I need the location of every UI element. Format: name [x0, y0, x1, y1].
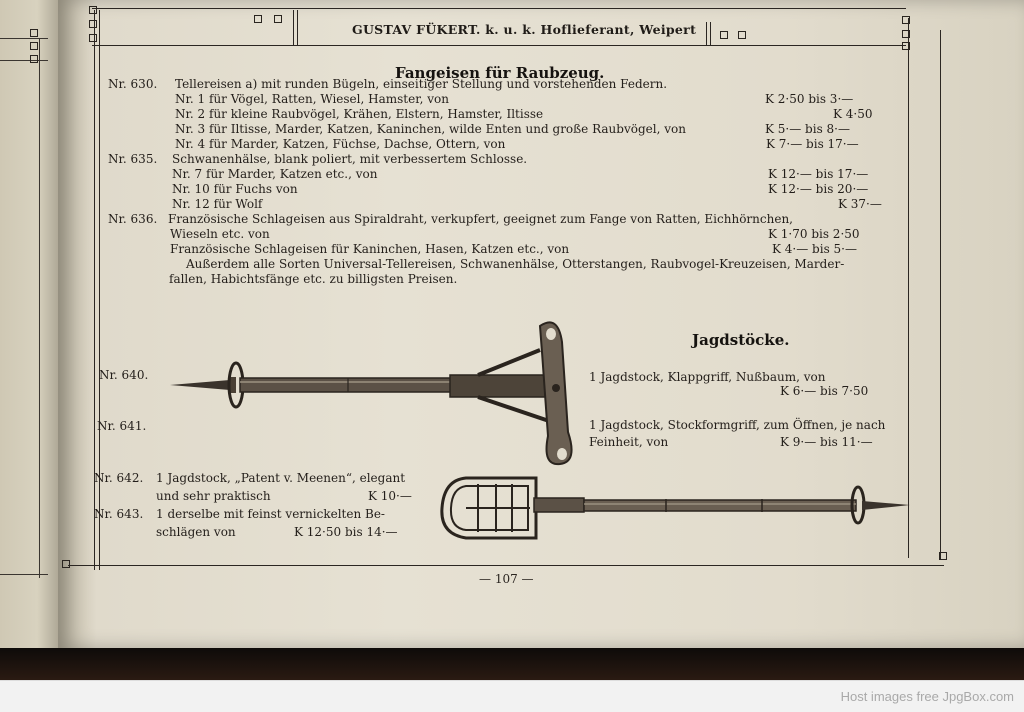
page-number: — 107 —: [479, 572, 534, 586]
left-page-rule-second: [0, 60, 48, 61]
left-page-ornament: [30, 42, 38, 50]
item-description: und sehr praktisch: [156, 489, 271, 503]
header-ornament: [720, 31, 728, 39]
left-page-ornament: [30, 55, 38, 63]
item-price: K 12·— bis 17·—: [768, 167, 869, 181]
item-description: Tellereisen a) mit runden Bügeln, einseitiger Stellung und vorstehenden Federn.: [175, 77, 668, 91]
background-shadow: [0, 648, 1024, 680]
corner-ornament: [939, 552, 947, 560]
item-description: Nr. 10 für Fuchs von: [172, 182, 298, 196]
item-price: K 37·—: [838, 197, 882, 211]
header-ornament: [274, 15, 282, 23]
header-ornament: [254, 15, 262, 23]
item-price: K 6·— bis 7·50: [780, 384, 869, 398]
item-number: Nr. 641.: [97, 419, 147, 433]
header-ornament: [738, 31, 746, 39]
corner-ornament: [902, 42, 910, 50]
header-divider-left-2: [297, 10, 298, 45]
corner-ornament: [89, 6, 97, 14]
item-description: Französische Schlageisen aus Spiraldraht, verkupfert, geeignet zum Fange von Ratten, Eichhörnchen,: [168, 212, 793, 226]
frame-right-rule-outer: [940, 30, 941, 560]
hosting-footer-link[interactable]: Host images free JpgBox.com: [840, 689, 1014, 704]
item-number: Nr. 636.: [108, 212, 158, 226]
item-number: Nr. 640.: [99, 368, 149, 382]
item-number: Nr. 635.: [108, 152, 158, 166]
item-description: 1 derselbe mit feinst vernickelten Be-: [156, 507, 385, 521]
item-price: K 1·70 bis 2·50: [768, 227, 860, 241]
item-number: Nr. 643.: [94, 507, 144, 521]
item-price: K 7·— bis 17·—: [766, 137, 859, 151]
item-price: K 10·—: [368, 489, 412, 503]
item-description: schlägen von: [156, 525, 236, 539]
left-page-frame-line: [39, 38, 40, 578]
hosting-footer-bar: [0, 680, 1024, 712]
item-price: K 5·— bis 8·—: [765, 122, 850, 136]
item-description: Französische Schlageisen für Kaninchen, Hasen, Katzen etc., von: [170, 242, 570, 256]
item-description: Schwanenhälse, blank poliert, mit verbessertem Schlosse.: [172, 152, 528, 166]
corner-ornament: [902, 16, 910, 24]
item-price: K 12·50 bis 14·—: [294, 525, 398, 539]
item-description: Nr. 2 für kleine Raubvögel, Krähen, Elstern, Hamster, Iltisse: [175, 107, 544, 121]
item-number: Nr. 642.: [94, 471, 144, 485]
item-price: K 4·— bis 5·—: [772, 242, 857, 256]
frame-top-rule: [92, 8, 906, 9]
corner-ornament: [89, 34, 97, 42]
item-price: K 4·50: [833, 107, 873, 121]
page-header: GUSTAV FÜKERT. k. u. k. Hoflieferant, Weipert: [352, 22, 697, 37]
corner-ornament: [62, 560, 70, 568]
left-page-rule-bottom: [0, 574, 48, 575]
item-description: Feinheit, von: [589, 435, 669, 449]
item-price: K 9·— bis 11·—: [780, 435, 873, 449]
header-divider-right: [706, 22, 707, 45]
patent-stick-illustration: [438, 472, 912, 544]
item-description: Nr. 1 für Vögel, Ratten, Wiesel, Hamster, von: [175, 92, 449, 106]
left-page-ornament: [30, 29, 38, 37]
item-description: Außerdem alle Sorten Universal-Tellereisen, Schwanenhälse, Otterstangen, Raubvogel-Kreuzeisen, Marder-: [186, 257, 845, 271]
frame-left-rule-inner: [99, 10, 100, 570]
item-description: 1 Jagdstock, Klappgriff, Nußbaum, von: [589, 370, 826, 384]
left-page-rule-top: [0, 38, 48, 39]
frame-bottom-rule: [68, 565, 944, 566]
section-title-jagdstoecke: Jagdstöcke.: [692, 331, 790, 349]
header-divider-right-2: [710, 22, 711, 45]
frame-left-rule: [94, 10, 95, 570]
item-description: Nr. 7 für Marder, Katzen etc., von: [172, 167, 378, 181]
item-price: K 2·50 bis 3·—: [765, 92, 854, 106]
item-description: Nr. 3 für Iltisse, Marder, Katzen, Kaninchen, wilde Enten und große Raubvögel, von: [175, 122, 686, 136]
header-divider-left: [293, 10, 294, 45]
item-description: 1 Jagdstock, Stockformgriff, zum Öffnen, je nach: [589, 418, 886, 432]
item-description: fallen, Habichtsfänge etc. zu billigsten Preisen.: [169, 272, 458, 286]
section-title-fangeisen: Fangeisen für Raubzeug.: [395, 64, 605, 82]
item-description: Wieseln etc. von: [170, 227, 270, 241]
item-price: K 12·— bis 20·—: [768, 182, 869, 196]
left-page-edge: [0, 0, 62, 648]
item-description: Nr. 12 für Wolf: [172, 197, 263, 211]
frame-header-rule: [92, 45, 906, 46]
item-description: 1 Jagdstock, „Patent v. Meenen“, elegant: [156, 471, 406, 485]
item-number: Nr. 630.: [108, 77, 158, 91]
item-description: Nr. 4 für Marder, Katzen, Füchse, Dachse, Ottern, von: [175, 137, 506, 151]
corner-ornament: [89, 20, 97, 28]
corner-ornament: [902, 30, 910, 38]
walking-stick-seat-illustration: [170, 312, 590, 472]
